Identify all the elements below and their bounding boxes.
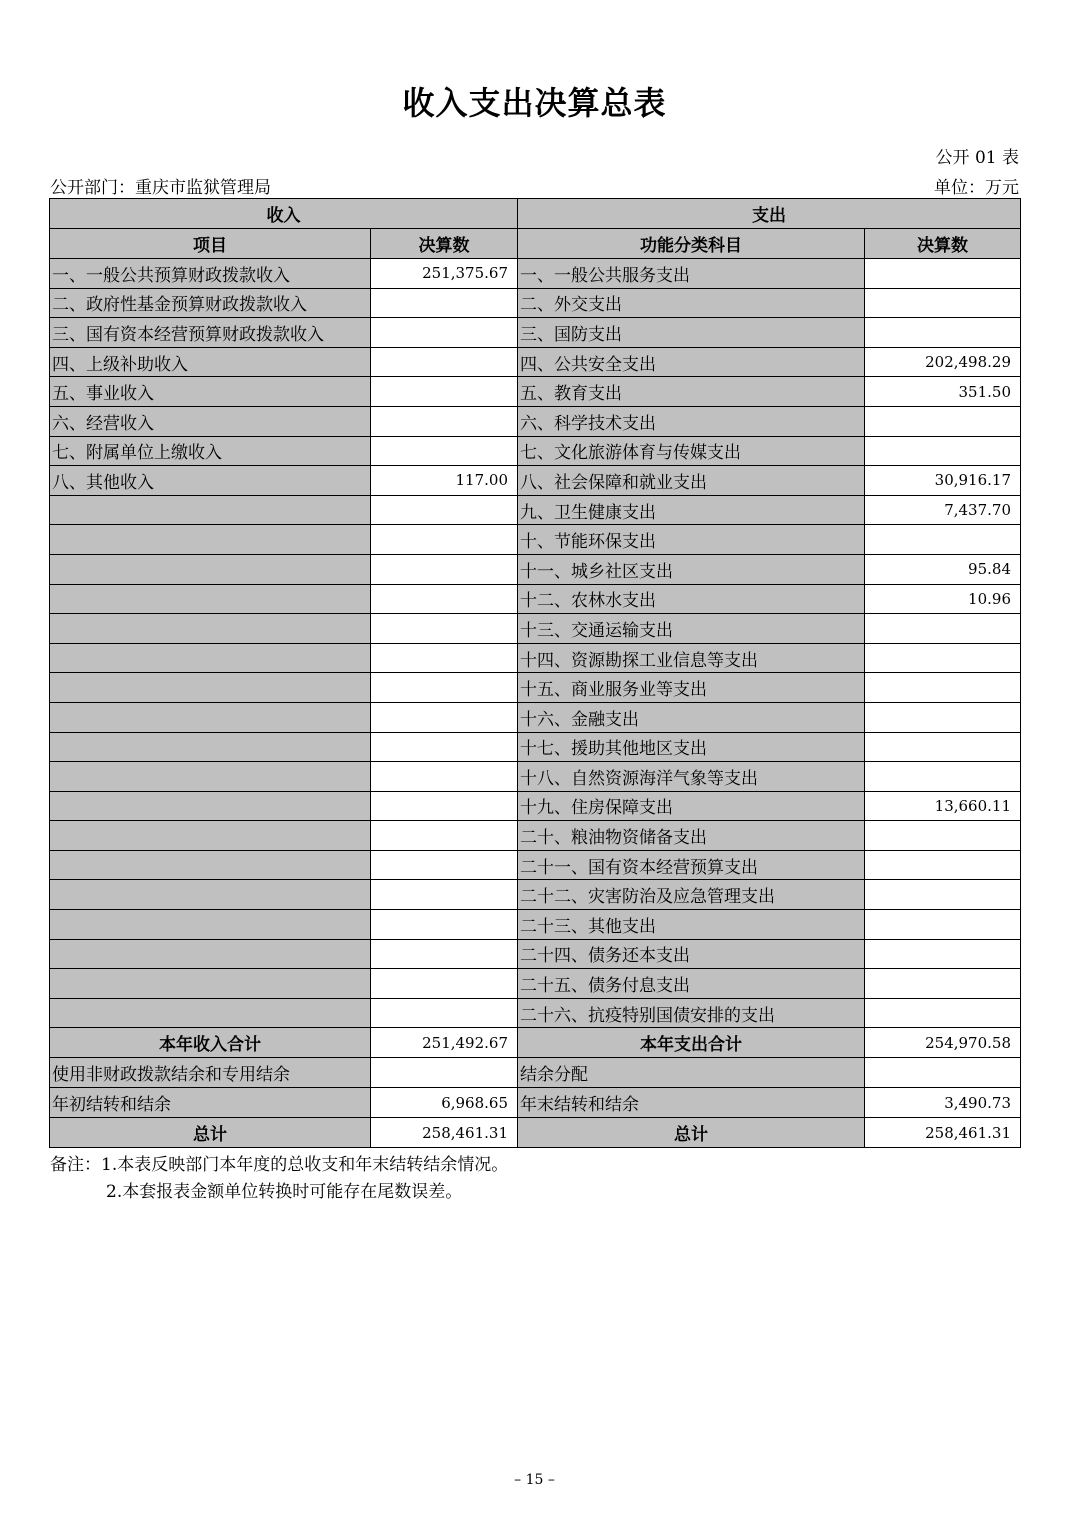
table-row bbox=[50, 762, 1021, 792]
income-item-label: 八、其他收入 bbox=[50, 466, 371, 496]
table-row bbox=[50, 880, 1021, 910]
amount-header: 决算数 bbox=[371, 229, 518, 259]
expense-item-label: 十八、自然资源海洋气象等支出 bbox=[518, 762, 865, 792]
income-item-label: 三、国有资本经营预算财政拨款收入 bbox=[50, 318, 371, 348]
note-line-2: 2.本套报表金额单位转换时可能存在尾数误差。 bbox=[106, 1182, 463, 1202]
end-balance-value: 3,490.73 bbox=[865, 1088, 1021, 1118]
nonfiscal-value bbox=[371, 1058, 518, 1088]
income-item-label bbox=[50, 998, 371, 1028]
expense-item-value bbox=[865, 673, 1021, 703]
table-row bbox=[50, 259, 1021, 289]
func-item-header: 功能分类科目 bbox=[518, 229, 865, 259]
income-item-label bbox=[50, 880, 371, 910]
income-total-label: 本年收入合计 bbox=[50, 1028, 371, 1058]
expense-item-value bbox=[865, 732, 1021, 762]
expense-item-label: 十五、商业服务业等支出 bbox=[518, 673, 865, 703]
table-row bbox=[50, 998, 1021, 1028]
expense-item-label: 七、文化旅游体育与传媒支出 bbox=[518, 436, 865, 466]
income-item-value bbox=[371, 495, 518, 525]
table-row bbox=[50, 673, 1021, 703]
expense-item-value bbox=[865, 288, 1021, 318]
begin-balance-value: 6,968.65 bbox=[371, 1088, 518, 1118]
end-balance-label: 年末结转和结余 bbox=[518, 1088, 865, 1118]
income-header: 收入 bbox=[50, 199, 518, 229]
table-row bbox=[50, 495, 1021, 525]
expense-item-value: 202,498.29 bbox=[865, 347, 1021, 377]
expense-item-label: 十九、住房保障支出 bbox=[518, 791, 865, 821]
income-item-label bbox=[50, 969, 371, 999]
income-item-label: 一、一般公共预算财政拨款收入 bbox=[50, 259, 371, 289]
income-item-label bbox=[50, 821, 371, 851]
expense-item-label: 二十四、债务还本支出 bbox=[518, 939, 865, 969]
income-item-label: 二、政府性基金预算财政拨款收入 bbox=[50, 288, 371, 318]
expense-total-label: 本年支出合计 bbox=[518, 1028, 865, 1058]
table-row bbox=[50, 436, 1021, 466]
income-item-label bbox=[50, 702, 371, 732]
expense-item-value bbox=[865, 939, 1021, 969]
income-item-value bbox=[371, 318, 518, 348]
income-item-label bbox=[50, 643, 371, 673]
expense-item-label: 九、卫生健康支出 bbox=[518, 495, 865, 525]
income-item-label bbox=[50, 732, 371, 762]
table-row bbox=[50, 821, 1021, 851]
expense-item-label: 十四、资源勘探工业信息等支出 bbox=[518, 643, 865, 673]
income-item-value bbox=[371, 436, 518, 466]
income-item-value bbox=[371, 939, 518, 969]
expense-item-label: 八、社会保障和就业支出 bbox=[518, 466, 865, 496]
expense-item-value: 30,916.17 bbox=[865, 466, 1021, 496]
income-item-value bbox=[371, 614, 518, 644]
table-row bbox=[50, 732, 1021, 762]
income-item-label bbox=[50, 939, 371, 969]
expense-item-value bbox=[865, 910, 1021, 940]
income-item-value bbox=[371, 791, 518, 821]
department-label: 公开部门：重庆市监狱管理局 bbox=[50, 178, 271, 198]
income-item-value bbox=[371, 910, 518, 940]
unit-label: 单位：万元 bbox=[934, 178, 1019, 198]
begin-balance-label: 年初结转和结余 bbox=[50, 1088, 371, 1118]
expense-item-label: 六、科学技术支出 bbox=[518, 406, 865, 436]
income-item-label bbox=[50, 614, 371, 644]
table-row bbox=[50, 377, 1021, 407]
surplus-alloc-value bbox=[865, 1058, 1021, 1088]
income-item-label bbox=[50, 495, 371, 525]
income-item-label bbox=[50, 850, 371, 880]
amount-header-2: 决算数 bbox=[865, 229, 1021, 259]
table-row bbox=[50, 791, 1021, 821]
income-item-label bbox=[50, 791, 371, 821]
nonfiscal-label: 使用非财政拨款结余和专用结余 bbox=[50, 1058, 371, 1088]
income-item-value bbox=[371, 406, 518, 436]
expense-item-label: 十三、交通运输支出 bbox=[518, 614, 865, 644]
income-item-value bbox=[371, 288, 518, 318]
expense-item-label: 二十、粮油物资储备支出 bbox=[518, 821, 865, 851]
table-row bbox=[50, 702, 1021, 732]
expense-header: 支出 bbox=[518, 199, 1021, 229]
income-item-label bbox=[50, 762, 371, 792]
expense-item-label: 五、教育支出 bbox=[518, 377, 865, 407]
item-header: 项目 bbox=[50, 229, 371, 259]
income-item-value bbox=[371, 584, 518, 614]
income-item-value bbox=[371, 673, 518, 703]
expense-item-value bbox=[865, 318, 1021, 348]
grand-total-expense-value: 258,461.31 bbox=[865, 1118, 1021, 1148]
notes bbox=[50, 1152, 508, 1206]
expense-item-value bbox=[865, 762, 1021, 792]
expense-item-label: 二十三、其他支出 bbox=[518, 910, 865, 940]
expense-item-label: 四、公共安全支出 bbox=[518, 347, 865, 377]
income-item-value bbox=[371, 880, 518, 910]
table-row bbox=[50, 347, 1021, 377]
income-item-label bbox=[50, 525, 371, 555]
expense-item-label: 二、外交支出 bbox=[518, 288, 865, 318]
expense-item-value bbox=[865, 406, 1021, 436]
expense-item-label: 十一、城乡社区支出 bbox=[518, 554, 865, 584]
income-item-label: 六、经营收入 bbox=[50, 406, 371, 436]
table-row bbox=[50, 643, 1021, 673]
table-row bbox=[50, 554, 1021, 584]
income-item-label: 五、事业收入 bbox=[50, 377, 371, 407]
expense-item-label: 十六、金融支出 bbox=[518, 702, 865, 732]
expense-item-value bbox=[865, 998, 1021, 1028]
income-item-value bbox=[371, 643, 518, 673]
income-item-label: 四、上级补助收入 bbox=[50, 347, 371, 377]
expense-item-label: 二十六、抗疫特别国债安排的支出 bbox=[518, 998, 865, 1028]
expense-item-value bbox=[865, 821, 1021, 851]
income-item-value: 117.00 bbox=[371, 466, 518, 496]
grand-total-expense-label: 总计 bbox=[518, 1118, 865, 1148]
expense-item-label: 一、一般公共服务支出 bbox=[518, 259, 865, 289]
expense-item-label: 二十二、灾害防治及应急管理支出 bbox=[518, 880, 865, 910]
income-item-label bbox=[50, 584, 371, 614]
table-row bbox=[50, 318, 1021, 348]
income-item-value bbox=[371, 969, 518, 999]
expense-item-label: 十七、援助其他地区支出 bbox=[518, 732, 865, 762]
income-item-value bbox=[371, 554, 518, 584]
expense-item-value bbox=[865, 259, 1021, 289]
income-item-label bbox=[50, 673, 371, 703]
income-item-value: 251,375.67 bbox=[371, 259, 518, 289]
income-expense-table bbox=[49, 198, 1021, 1148]
table-row bbox=[50, 406, 1021, 436]
income-item-value bbox=[371, 702, 518, 732]
income-item-label bbox=[50, 910, 371, 940]
expense-item-label: 二十五、债务付息支出 bbox=[518, 969, 865, 999]
table-row bbox=[50, 910, 1021, 940]
grand-total-income-value: 258,461.31 bbox=[371, 1118, 518, 1148]
expense-item-value bbox=[865, 643, 1021, 673]
income-total-value: 251,492.67 bbox=[371, 1028, 518, 1058]
table-row bbox=[50, 466, 1021, 496]
income-item-value bbox=[371, 347, 518, 377]
grand-total-income-label: 总计 bbox=[50, 1118, 371, 1148]
expense-item-label: 十、节能环保支出 bbox=[518, 525, 865, 555]
expense-item-value: 13,660.11 bbox=[865, 791, 1021, 821]
expense-item-value bbox=[865, 969, 1021, 999]
expense-item-value bbox=[865, 525, 1021, 555]
expense-item-value bbox=[865, 880, 1021, 910]
table-row bbox=[50, 969, 1021, 999]
income-item-label: 七、附属单位上缴收入 bbox=[50, 436, 371, 466]
page-number: – 15 – bbox=[514, 1472, 555, 1488]
table-row bbox=[50, 939, 1021, 969]
expense-item-label: 十二、农林水支出 bbox=[518, 584, 865, 614]
income-item-value bbox=[371, 762, 518, 792]
table-row bbox=[50, 288, 1021, 318]
form-number: 公开 01 表 bbox=[935, 148, 1019, 168]
expense-item-value: 10.96 bbox=[865, 584, 1021, 614]
income-item-value bbox=[371, 377, 518, 407]
income-item-value bbox=[371, 732, 518, 762]
surplus-alloc-label: 结余分配 bbox=[518, 1058, 865, 1088]
expense-item-value bbox=[865, 850, 1021, 880]
income-item-value bbox=[371, 850, 518, 880]
note-line-1: 备注：1.本表反映部门本年度的总收支和年末结转结余情况。 bbox=[50, 1155, 509, 1175]
expense-item-label: 二十一、国有资本经营预算支出 bbox=[518, 850, 865, 880]
table-row bbox=[50, 614, 1021, 644]
expense-item-value: 7,437.70 bbox=[865, 495, 1021, 525]
income-item-value bbox=[371, 821, 518, 851]
income-item-value bbox=[371, 525, 518, 555]
table-row bbox=[50, 525, 1021, 555]
table-row bbox=[50, 850, 1021, 880]
income-item-value bbox=[371, 998, 518, 1028]
expense-item-value bbox=[865, 614, 1021, 644]
expense-total-value: 254,970.58 bbox=[865, 1028, 1021, 1058]
income-item-label bbox=[50, 554, 371, 584]
page-title: 收入支出决算总表 bbox=[402, 84, 667, 122]
expense-item-label: 三、国防支出 bbox=[518, 318, 865, 348]
expense-item-value bbox=[865, 702, 1021, 732]
expense-item-value: 351.50 bbox=[865, 377, 1021, 407]
table-row bbox=[50, 584, 1021, 614]
expense-item-value bbox=[865, 436, 1021, 466]
expense-item-value: 95.84 bbox=[865, 554, 1021, 584]
